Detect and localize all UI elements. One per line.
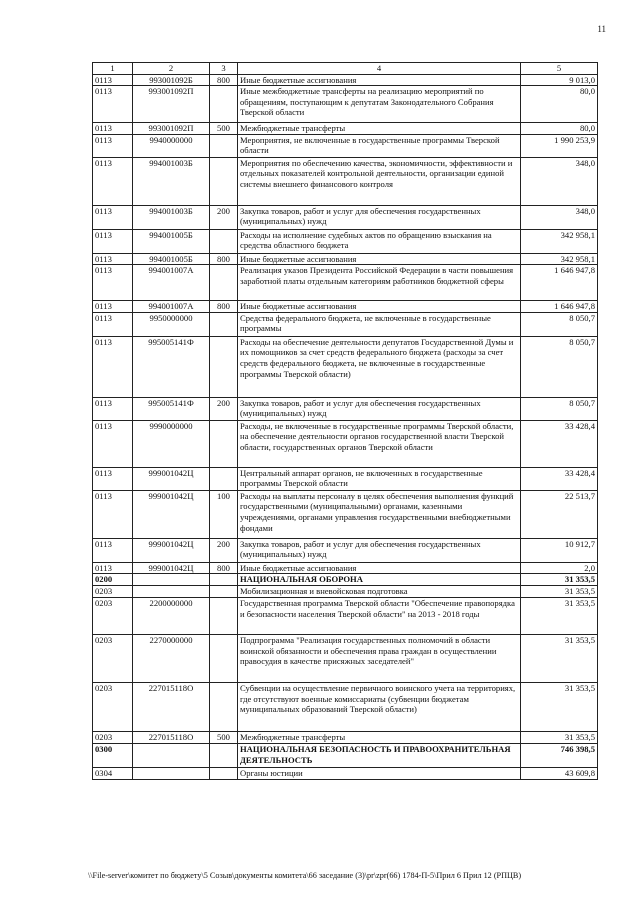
amount-cell: 33 428,4 (521, 420, 598, 467)
table-row (93, 253, 598, 265)
description-cell: Мобилизационная и вневойсковая подготовка (238, 586, 521, 598)
target-article-cell: 994001007А (133, 301, 210, 313)
file-path-footer: \\File-server\комитет по бюджету\5 Созыв\документы комитета\66 заседание (3)\pr\zpr(66) 1784-П-5\Прил 6 Прил 12 (РПЦВ) (88, 871, 522, 880)
column-header: 3 (210, 63, 238, 75)
expense-type-cell (210, 86, 238, 123)
amount-cell: 348,0 (521, 205, 598, 229)
section-code-cell: 0113 (93, 134, 133, 157)
table-row (93, 134, 598, 157)
description-cell: Межбюджетные трансферты (238, 731, 521, 743)
description-cell: Мероприятия, не включенные в государственные программы Тверской области (238, 134, 521, 157)
table-row (93, 682, 598, 731)
table-row (93, 574, 598, 586)
target-article-cell: 999001042Ц (133, 538, 210, 562)
table-row (93, 743, 598, 767)
target-article-cell: 9990000000 (133, 420, 210, 467)
target-article-cell (133, 574, 210, 586)
description-cell: Межбюджетные трансферты (238, 123, 521, 135)
description-cell: Иные бюджетные ассигнования (238, 74, 521, 86)
amount-cell: 43 609,8 (521, 767, 598, 779)
expense-type-cell (210, 767, 238, 779)
description-cell: Государственная программа Тверской области "Обеспечение правопорядка и безопасности населения Тверской области" на 2013 - 2018 годы (238, 597, 521, 634)
section-code-cell: 0113 (93, 205, 133, 229)
section-code-cell: 0113 (93, 74, 133, 86)
description-cell: Расходы на исполнение судебных актов по обращению взыскания на средства областного бюджета (238, 229, 521, 253)
table-row (93, 123, 598, 135)
target-article-cell: 993001092Б (133, 74, 210, 86)
target-article-cell: 994001003Б (133, 157, 210, 205)
target-article-cell: 999001042Ц (133, 467, 210, 490)
amount-cell: 31 353,5 (521, 586, 598, 598)
description-cell: Иные бюджетные ассигнования (238, 562, 521, 574)
target-article-cell (133, 586, 210, 598)
amount-cell: 8 050,7 (521, 312, 598, 336)
section-code-cell: 0113 (93, 336, 133, 397)
amount-cell: 348,0 (521, 157, 598, 205)
section-code-cell: 0304 (93, 767, 133, 779)
expense-type-cell (210, 420, 238, 467)
target-article-cell: 994001003Б (133, 205, 210, 229)
target-article-cell: 995005141Ф (133, 397, 210, 420)
amount-cell: 9 013,0 (521, 74, 598, 86)
description-cell: Органы юстиции (238, 767, 521, 779)
description-cell: Иные бюджетные ассигнования (238, 253, 521, 265)
description-cell: Иные бюджетные ассигнования (238, 301, 521, 313)
section-code-cell: 0113 (93, 86, 133, 123)
amount-cell: 31 353,5 (521, 731, 598, 743)
expense-type-cell: 800 (210, 253, 238, 265)
expense-type-cell: 800 (210, 301, 238, 313)
section-code-cell: 0113 (93, 490, 133, 538)
target-article-cell (133, 767, 210, 779)
section-code-cell: 0113 (93, 562, 133, 574)
section-code-cell: 0200 (93, 574, 133, 586)
section-code-cell: 0113 (93, 123, 133, 135)
section-code-cell: 0113 (93, 229, 133, 253)
expense-type-cell: 800 (210, 74, 238, 86)
table-row (93, 157, 598, 205)
amount-cell: 80,0 (521, 123, 598, 135)
table-row (93, 634, 598, 682)
description-cell: Закупка товаров, работ и услуг для обеспечения государственных (муниципальных) нужд (238, 205, 521, 229)
target-article-cell: 995005141Ф (133, 336, 210, 397)
target-article-cell: 993001092П (133, 123, 210, 135)
column-header: 5 (521, 63, 598, 75)
table-body (93, 74, 598, 779)
expense-type-cell (210, 597, 238, 634)
table-row (93, 562, 598, 574)
description-cell: Расходы на выплаты персоналу в целях обеспечения выполнения функций государственными (муниципальными) органами, казенными учреждениями, органами управления государственными внебюджетными фондами (238, 490, 521, 538)
description-cell: Расходы на обеспечение деятельности депутатов Государственной Думы и их помощников за счет средств федерального бюджета (расходы за счет средств федерального бюджета, не включенные в государственные программы Тверской области) (238, 336, 521, 397)
amount-cell: 1 646 947,8 (521, 301, 598, 313)
description-cell: Расходы, не включенные в государственные программы Тверской области, на обеспечение деятельности органов государственной власти Тверской области, государственных органов Тверской области (238, 420, 521, 467)
description-cell: НАЦИОНАЛЬНАЯ БЕЗОПАСНОСТЬ И ПРАВООХРАНИТЕЛЬНАЯ ДЕЯТЕЛЬНОСТЬ (238, 743, 521, 767)
section-code-cell: 0203 (93, 586, 133, 598)
table-row (93, 538, 598, 562)
description-cell: Средства федерального бюджета, не включенные в государственные программы (238, 312, 521, 336)
target-article-cell: 2200000000 (133, 597, 210, 634)
amount-cell: 342 958,1 (521, 229, 598, 253)
expense-type-cell: 200 (210, 397, 238, 420)
expense-type-cell: 500 (210, 731, 238, 743)
target-article-cell: 994001005Б (133, 229, 210, 253)
expense-type-cell (210, 265, 238, 301)
description-cell: НАЦИОНАЛЬНАЯ ОБОРОНА (238, 574, 521, 586)
table-row (93, 586, 598, 598)
target-article-cell: 9950000000 (133, 312, 210, 336)
expense-type-cell (210, 336, 238, 397)
target-article-cell: 999001042Ц (133, 490, 210, 538)
section-code-cell: 0203 (93, 634, 133, 682)
column-header: 2 (133, 63, 210, 75)
amount-cell: 746 398,5 (521, 743, 598, 767)
expense-type-cell (210, 312, 238, 336)
description-cell: Мероприятия по обеспечению качества, экономичности, эффективности и отдельных показателей контрольной деятельности, организации единой системы внешнего финансового контроля (238, 157, 521, 205)
target-article-cell: 994001007А (133, 265, 210, 301)
expense-type-cell: 800 (210, 562, 238, 574)
description-cell: Подпрограмма "Реализация государственных полномочий в области воинской обязанности и обеспечения права граждан в осуществлении правосудия в качестве присяжных заседателей" (238, 634, 521, 682)
section-code-cell: 0113 (93, 301, 133, 313)
section-code-cell: 0203 (93, 597, 133, 634)
amount-cell: 31 353,5 (521, 597, 598, 634)
expense-type-cell: 200 (210, 538, 238, 562)
expense-type-cell: 500 (210, 123, 238, 135)
target-article-cell (133, 743, 210, 767)
amount-cell: 22 513,7 (521, 490, 598, 538)
table-row (93, 597, 598, 634)
amount-cell: 8 050,7 (521, 336, 598, 397)
column-header: 4 (238, 63, 521, 75)
target-article-cell: 994001005Б (133, 253, 210, 265)
expense-type-cell (210, 586, 238, 598)
amount-cell: 2,0 (521, 562, 598, 574)
description-cell: Центральный аппарат органов, не включенных в государственные программы Тверской области (238, 467, 521, 490)
table-row (93, 229, 598, 253)
target-article-cell: 227015118О (133, 731, 210, 743)
section-code-cell: 0113 (93, 397, 133, 420)
section-code-cell: 0113 (93, 253, 133, 265)
amount-cell: 1 646 947,8 (521, 265, 598, 301)
table-row (93, 265, 598, 301)
description-cell: Иные межбюджетные трансферты на реализацию мероприятий по обращениям, поступающим к депутатам Законодательного Собрания Тверской области (238, 86, 521, 123)
expense-type-cell: 200 (210, 205, 238, 229)
description-cell: Закупка товаров, работ и услуг для обеспечения государственных (муниципальных) нужд (238, 397, 521, 420)
description-cell: Реализация указов Президента Российской Федерации в части повышения заработной платы отдельным категориям работников бюджетной сферы (238, 265, 521, 301)
expense-type-cell (210, 682, 238, 731)
expense-type-cell (210, 157, 238, 205)
target-article-cell: 2270000000 (133, 634, 210, 682)
table-row (93, 74, 598, 86)
expense-type-cell (210, 634, 238, 682)
column-header: 1 (93, 63, 133, 75)
table-row (93, 312, 598, 336)
section-code-cell: 0113 (93, 157, 133, 205)
target-article-cell: 999001042Ц (133, 562, 210, 574)
section-code-cell: 0113 (93, 265, 133, 301)
expense-type-cell (210, 229, 238, 253)
amount-cell: 31 353,5 (521, 574, 598, 586)
section-code-cell: 0113 (93, 312, 133, 336)
table-row (93, 205, 598, 229)
section-code-cell: 0203 (93, 731, 133, 743)
amount-cell: 1 990 253,9 (521, 134, 598, 157)
expense-type-cell: 100 (210, 490, 238, 538)
target-article-cell: 9940000000 (133, 134, 210, 157)
amount-cell: 33 428,4 (521, 467, 598, 490)
table-row (93, 86, 598, 123)
amount-cell: 31 353,5 (521, 634, 598, 682)
target-article-cell: 993001092П (133, 86, 210, 123)
table-row (93, 467, 598, 490)
table-row (93, 767, 598, 779)
table-row (93, 490, 598, 538)
budget-table (92, 62, 598, 780)
target-article-cell: 227015118О (133, 682, 210, 731)
section-code-cell: 0113 (93, 467, 133, 490)
header-row (93, 63, 598, 75)
expense-type-cell (210, 743, 238, 767)
amount-cell: 342 958,1 (521, 253, 598, 265)
amount-cell: 80,0 (521, 86, 598, 123)
section-code-cell: 0300 (93, 743, 133, 767)
expense-type-cell (210, 467, 238, 490)
table-row (93, 397, 598, 420)
description-cell: Субвенции на осуществление первичного воинского учета на территориях, где отсутствуют военные комиссариаты (субвенции бюджетам муниципальных образований Тверской области) (238, 682, 521, 731)
expense-type-cell (210, 574, 238, 586)
amount-cell: 31 353,5 (521, 682, 598, 731)
section-code-cell: 0113 (93, 538, 133, 562)
table-row (93, 336, 598, 397)
table-row (93, 301, 598, 313)
table-row (93, 420, 598, 467)
section-code-cell: 0203 (93, 682, 133, 731)
amount-cell: 10 912,7 (521, 538, 598, 562)
expense-type-cell (210, 134, 238, 157)
description-cell: Закупка товаров, работ и услуг для обеспечения государственных (муниципальных) нужд (238, 538, 521, 562)
table-row (93, 731, 598, 743)
section-code-cell: 0113 (93, 420, 133, 467)
amount-cell: 8 050,7 (521, 397, 598, 420)
page-number: 11 (597, 24, 606, 34)
